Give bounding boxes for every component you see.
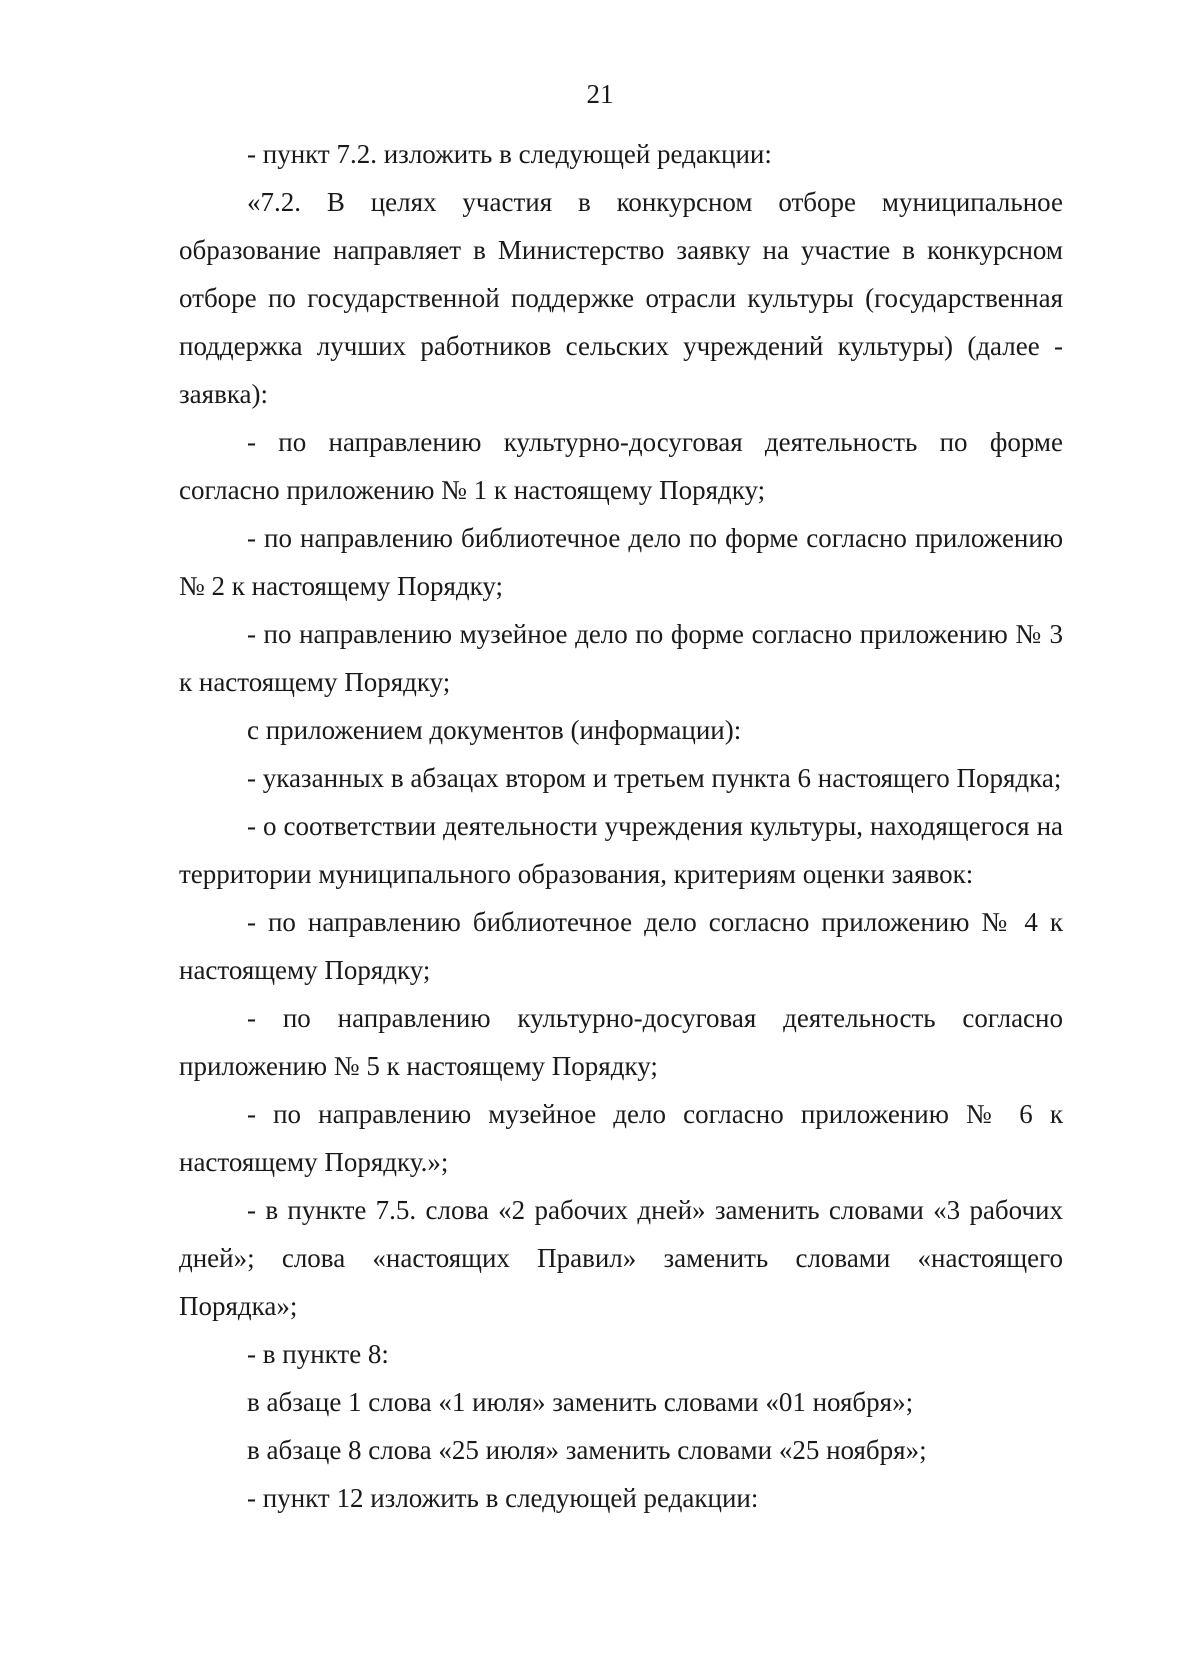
paragraph: в абзаце 8 слова «25 июля» заменить словами «25 ноября»; — [247, 1435, 927, 1465]
paragraph: - по направлению музейное дело по форме согласно приложению № 3 к настоящему Порядку; — [179, 619, 1063, 697]
paragraph: - пункт 12 изложить в следующей редакции: — [247, 1483, 759, 1513]
paragraph: - о соответствии деятельности учреждения культуры, находящегося на территории муниципального образования, критериям оценки заявок: — [179, 811, 1063, 889]
paragraph: с приложением документов (информации): — [247, 715, 742, 745]
paragraph: - в пункте 8: — [247, 1339, 389, 1369]
page-number: 21 — [586, 79, 614, 109]
paragraph: - в пункте 7.5. слова «2 рабочих дней» заменить словами «3 рабочих дней»; слова «настоящих Правил» заменить словами «настоящего Порядка»; — [179, 1195, 1063, 1321]
document-body — [179, 130, 1063, 1522]
paragraph: - по направлению музейное дело согласно приложению № 6 к настоящему Порядку.»; — [179, 1099, 1063, 1177]
paragraph: в абзаце 1 слова «1 июля» заменить словами «01 ноября»; — [247, 1387, 914, 1417]
paragraph: - по направлению библиотечное дело по форме согласно приложению № 2 к настоящему Порядку; — [179, 523, 1063, 601]
paragraph: «7.2. В целях участия в конкурсном отборе муниципальное образование направляет в Министерство заявку на участие в конкурсном отборе по государственной поддержке отрасли культуры (государственная поддержка лучших работников сельских учреждений культуры) (далее - заявка): — [179, 187, 1063, 409]
paragraph: - по направлению библиотечное дело согласно приложению № 4 к настоящему Порядку; — [179, 907, 1063, 985]
paragraph: - по направлению культурно-досуговая деятельность по форме согласно приложению № 1 к настоящему Порядку; — [179, 427, 1063, 505]
paragraph: - по направлению культурно-досуговая деятельность согласно приложению № 5 к настоящему Порядку; — [179, 1003, 1063, 1081]
paragraph: - указанных в абзацах втором и третьем пункта 6 настоящего Порядка; — [247, 763, 1062, 793]
paragraph: - пункт 7.2. изложить в следующей редакции: — [247, 139, 772, 169]
